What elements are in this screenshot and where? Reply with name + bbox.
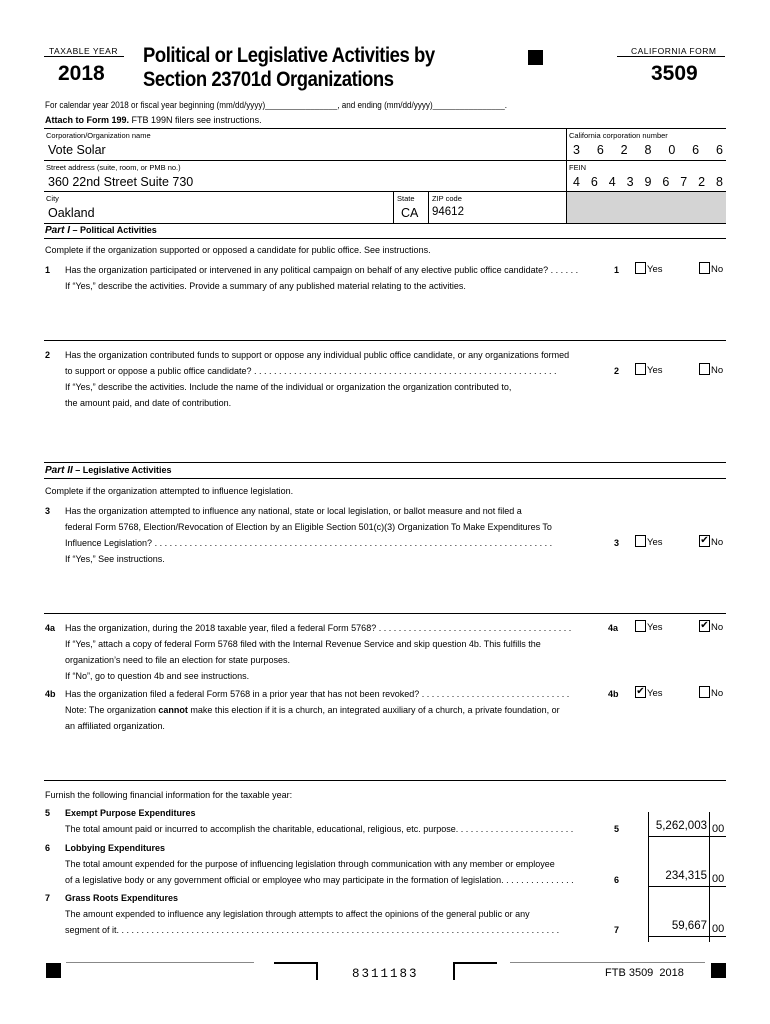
part2-top-rule (44, 462, 726, 463)
q4b-note2: an affiliated organization. (65, 721, 165, 731)
line6-underline (648, 886, 726, 887)
q2-text1: Has the organization contributed funds to support or oppose any individual public office candidate, or any organizations formed (65, 350, 570, 360)
fein-digit: 4 (573, 175, 580, 189)
q1-number: 1 (45, 265, 51, 275)
footer-form-id: FTB 3509 2018 (605, 967, 684, 979)
ca-corp-digit: 0 (668, 143, 676, 157)
fein-digit: 6 (662, 175, 670, 189)
footer-corner-left-h (274, 962, 318, 964)
line6-number: 6 (45, 843, 51, 853)
q1-line-number: 1 (614, 265, 620, 275)
line5-number: 5 (45, 808, 51, 818)
footer-registration-mark-right (711, 963, 726, 978)
registration-mark (528, 50, 543, 65)
line7-text1: The amount expended to influence any legislation through attempts to affect the opinions of the general public or any (65, 909, 530, 919)
attach-bold: Attach to Form 199. (45, 115, 130, 125)
zip-label: ZIP code (432, 194, 462, 203)
header-rule-right (617, 56, 725, 57)
org-name-label: Corporation/Organization name (46, 131, 151, 140)
part2-heading (45, 465, 172, 476)
q3-no-checkbox[interactable]: ✔ (700, 535, 709, 546)
q4a-no-label: No (711, 622, 724, 633)
zip-field[interactable]: 94612 (432, 206, 464, 218)
q4b-no-checkbox[interactable] (699, 686, 710, 698)
ca-corp-digit: 6 (715, 143, 723, 157)
footer-rule-right (510, 962, 705, 963)
city-field[interactable]: Oakland (48, 206, 95, 220)
q2-text2: to support or oppose a public office candidate? . . . . . . . . . . . . . . . . . . . . . . . . . . . . . . . . . . . . . . . . . . . . . . . . . . . . . . . . . . . . . (65, 366, 557, 376)
footer-registration-mark-left (46, 963, 61, 978)
line5-amount[interactable]: 5,262,003 (655, 820, 707, 832)
part1-subtitle: – Political Activities (70, 225, 157, 235)
q2-yes-checkbox[interactable] (635, 363, 646, 375)
q4b-no-label: No (711, 688, 724, 699)
q2-no-checkbox[interactable] (699, 363, 710, 375)
attach-rest: FTB 199N filers see instructions. (129, 115, 262, 125)
state-label: State (397, 194, 415, 203)
line7-line-number: 7 (614, 925, 620, 935)
state-field[interactable]: CA (401, 206, 419, 220)
q4b-yes-label: Yes (647, 688, 663, 699)
footer-code: 8311183 (352, 967, 419, 981)
org-box-top (44, 128, 726, 129)
q2-no-label: No (711, 365, 724, 376)
state-divider-right (428, 191, 429, 223)
line5-text: The total amount paid or incurred to accomplish the charitable, educational, religious, etc. purpose. . . . . . . . . . . . . . . . . . . . . . . . (65, 824, 574, 834)
line7-cents[interactable]: 00 (712, 923, 725, 935)
org-name-field[interactable]: Vote Solar (48, 143, 106, 157)
q1-no-label: No (711, 264, 724, 275)
q1-yes-label: Yes (647, 264, 663, 275)
footer-rule-left (66, 962, 254, 963)
attach-instruction (45, 115, 262, 125)
q4a-no-checkbox[interactable]: ✔ (700, 620, 709, 631)
part2-instruction: Complete if the organization attempted to influence legislation. (45, 486, 294, 496)
part1-heading (45, 225, 157, 236)
ca-corp-digit: 3 (573, 143, 580, 157)
line5-cents[interactable]: 00 (712, 823, 725, 835)
street-field[interactable]: 360 22nd Street Suite 730 (48, 175, 194, 189)
line7-amount[interactable]: 59,667 (671, 920, 707, 932)
footer-corner-right-v (453, 962, 455, 980)
taxable-year-label: TAXABLE YEAR (49, 46, 118, 56)
q4a-subtext3: If “No”, go to question 4b and see instructions. (65, 671, 250, 681)
q3-text2: federal Form 5768, Election/Revocation of Election by an Eligible Section 501(c)(3) Organization To Make Expenditures To (65, 522, 552, 532)
q4a-yes-checkbox[interactable] (635, 620, 646, 632)
q3-yes-label: Yes (647, 537, 663, 548)
footer-corner-left-v (316, 962, 318, 980)
part1-title: Part I (45, 225, 71, 236)
q4a-text: Has the organization, during the 2018 taxable year, filed a federal Form 5768? . . . . . . . . . . . . . . . . . . . . . . . . . . . . . . . . . . . . . . . (65, 623, 572, 633)
q2-rule (44, 340, 726, 341)
fein-digit: 2 (698, 175, 706, 189)
fein-digit: 6 (590, 175, 598, 189)
q1-subtext: If “Yes,” describe the activities. Provide a summary of any published material relating to the activities. (65, 281, 466, 291)
ca-corp-number-field[interactable] (573, 143, 723, 157)
shaded-area (567, 192, 726, 223)
q4a-line-number: 4a (608, 623, 619, 633)
q4a-subtext1: If “Yes,” attach a copy of federal Form 5768 filed with the Internal Revenue Service and skip question 4b. This fulfills the (65, 639, 541, 649)
financial-intro: Furnish the following financial information for the taxable year: (45, 790, 293, 800)
line6-title: Lobbying Expenditures (65, 843, 166, 853)
line7-title: Grass Roots Expenditures (65, 893, 179, 903)
q4a-subtext2: organization’s need to file an election for state purposes. (65, 655, 290, 665)
q1-no-checkbox[interactable] (699, 262, 710, 274)
line6-text1: The total amount expended for the purpose of influencing legislation through communication with any member or employee (65, 859, 555, 869)
q4b-note-pre: Note: The organization (65, 705, 159, 715)
street-label: Street address (suite, room, or PMB no.) (46, 163, 181, 172)
line6-line-number: 6 (614, 875, 620, 885)
line6-amount[interactable]: 234,315 (665, 870, 707, 882)
fein-label: FEIN (569, 163, 587, 172)
q4a-number: 4a (45, 623, 56, 633)
q4b-note-bold: cannot (158, 705, 188, 715)
q2-subtext1: If “Yes,” describe the activities. Include the name of the individual or organization the organization contributed to, (65, 382, 512, 392)
q2-line-number: 2 (614, 366, 620, 376)
line5-line-number: 5 (614, 824, 620, 834)
form-title-line1: Political or Legislative Activities by (143, 44, 435, 67)
financial-rule (44, 780, 726, 781)
line7-number: 7 (45, 893, 51, 903)
line7-text2: segment of it. . . . . . . . . . . . . . . . . . . . . . . . . . . . . . . . . . . . . . . . . . . . . . . . . . . . . . . . . . . . . . . . . . . . . . . . . . . . . . . . . . . . . . . . . (65, 925, 560, 935)
q3-yes-checkbox[interactable] (635, 535, 646, 547)
q1-yes-checkbox[interactable] (635, 262, 646, 274)
ca-corp-digit: 8 (644, 143, 652, 157)
q1-text: Has the organization participated or intervened in any political campaign on behalf of any elective public office candidate? . . . . . . (65, 265, 579, 275)
state-divider-left (393, 191, 394, 223)
ca-corp-digit: 2 (620, 143, 628, 157)
q2-number: 2 (45, 350, 51, 360)
fein-digit: 7 (680, 175, 688, 189)
part1-instruction: Complete if the organization supported or opposed a candidate for public office. See instructions. (45, 245, 431, 255)
fein-digit: 4 (608, 175, 616, 189)
q4a-yes-label: Yes (647, 622, 663, 633)
q3-no-label: No (711, 537, 724, 548)
line6-cents[interactable]: 00 (712, 873, 725, 885)
org-box-line2 (44, 160, 726, 161)
footer-corner-right-h (453, 962, 497, 964)
ca-corp-label: California corporation number (569, 131, 668, 140)
calendar-year-line: For calendar year 2018 or fiscal year beginning (mm/dd/yyyy)________________, and ending (mm/dd/yyyy)________________. (45, 100, 507, 110)
q2-yes-label: Yes (647, 365, 663, 376)
taxable-year: 2018 (58, 62, 105, 85)
q4b-line-number: 4b (608, 689, 619, 699)
line5-underline (648, 836, 726, 837)
q4b-note-post: make this election if it is a church, an integrated auxiliary of a church, a private foundation, or (187, 705, 560, 715)
part2-subtitle: – Legislative Activities (72, 465, 172, 475)
org-box-bottom (44, 223, 726, 224)
line7-underline (648, 936, 726, 937)
q3-text3: Influence Legislation? . . . . . . . . . . . . . . . . . . . . . . . . . . . . . . . . . . . . . . . . . . . . . . . . . . . . . . . . . . . . . . . . . . . . . . . . . . . . . . . . (65, 538, 553, 548)
part1-rule (44, 238, 726, 239)
ca-corp-digit: 6 (596, 143, 604, 157)
q4-rule (44, 613, 726, 614)
q4b-number: 4b (45, 689, 56, 699)
q2-subtext2: the amount paid, and date of contribution. (65, 398, 232, 408)
form-label: CALIFORNIA FORM (631, 46, 717, 56)
city-label: City (46, 194, 59, 203)
line5-title: Exempt Purpose Expenditures (65, 808, 196, 818)
q3-line-number: 3 (614, 538, 620, 548)
amount-column-cents (709, 812, 710, 942)
fein-digit: 3 (626, 175, 634, 189)
q4b-text: Has the organization filed a federal Form 5768 in a prior year that has not been revoked? . . . . . . . . . . . . . . . . . . . . . . . . . . . . . . (65, 689, 570, 699)
q3-number: 3 (45, 506, 51, 516)
ca-corp-digit: 6 (692, 143, 700, 157)
form-title-line2: Section 23701d Organizations (143, 68, 394, 91)
fein-digit: 8 (716, 175, 723, 189)
q3-subtext: If “Yes,” See instructions. (65, 554, 165, 564)
line6-text2: of a legislative body or any government official or employee who may participate in the formation of legislation. . . . . . . . . . . . . . . (65, 875, 574, 885)
part2-rule (44, 478, 726, 479)
part2-title: Part II (45, 465, 73, 476)
q4b-note (65, 702, 560, 718)
fein-digit: 9 (644, 175, 652, 189)
fein-field[interactable] (573, 175, 723, 189)
form-number: 3509 (651, 62, 698, 85)
q3-text1: Has the organization attempted to influence any national, state or local legislation, or ballot measure and not filed a (65, 506, 522, 516)
q4b-yes-checkbox[interactable]: ✔ (636, 686, 645, 697)
header-rule (44, 56, 124, 57)
